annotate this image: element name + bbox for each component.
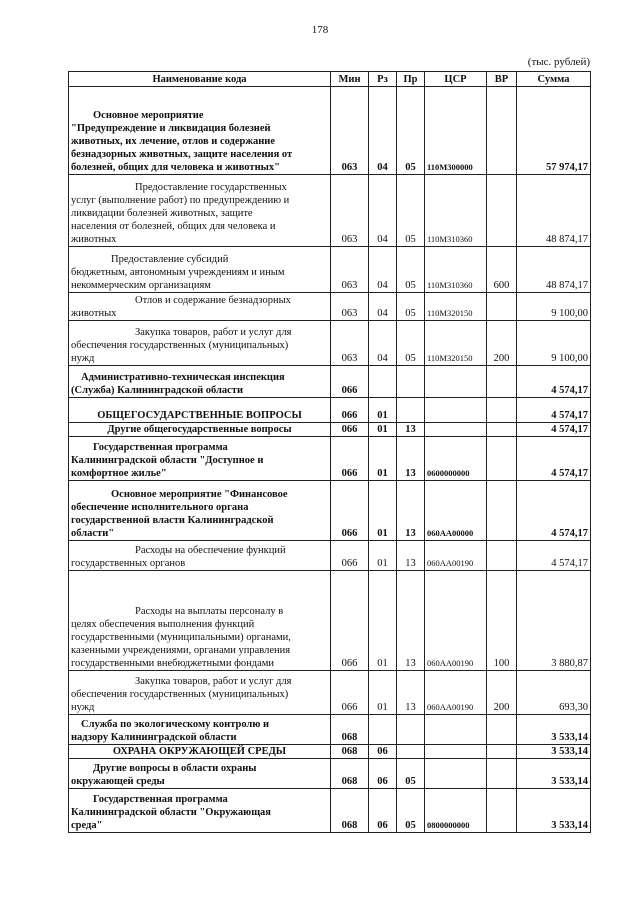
cell-name-line: болезней, общих для человека и животных" (71, 162, 280, 173)
cell-name-line: Закупка товаров, работ и услуг для (135, 676, 292, 687)
cell-name-line: безнадзорных животных, защите населения от (71, 149, 293, 160)
cell-pr: 05 (397, 789, 425, 833)
cell-name-line: обеспечения государственных (муниципальных) (71, 689, 289, 700)
cell-name-line: государственной власти Калининградской (71, 515, 274, 526)
cell-name (69, 671, 331, 715)
table-row (69, 247, 591, 293)
cell-pr: 05 (397, 293, 425, 321)
cell-name-line: Другие общегосударственные вопросы (107, 424, 292, 435)
cell-rz: 01 (369, 423, 397, 437)
table-row (69, 789, 591, 833)
cell-csr: 110М320150 (425, 293, 487, 321)
cell-name-line: Расходы на обеспечение функций (135, 545, 286, 556)
cell-csr (425, 366, 487, 398)
cell-rz: 04 (369, 87, 397, 175)
cell-vr (487, 715, 517, 745)
cell-rz: 04 (369, 321, 397, 366)
cell-rz: 06 (369, 759, 397, 789)
budget-table (68, 71, 591, 833)
cell-pr: 13 (397, 541, 425, 571)
table-row (69, 671, 591, 715)
cell-csr: 060АА00000 (425, 481, 487, 541)
cell-name-line: некоммерческим организациям (71, 280, 211, 291)
cell-pr: 05 (397, 321, 425, 366)
cell-pr: 13 (397, 437, 425, 481)
cell-sum: 3 880,87 (517, 571, 591, 671)
cell-rz: 06 (369, 745, 397, 759)
cell-name-line: обеспечение исполнительного органа (71, 502, 249, 513)
cell-sum: 3 533,14 (517, 789, 591, 833)
cell-csr: 110М300000 (425, 87, 487, 175)
cell-sum: 48 874,17 (517, 175, 591, 247)
header-vr: ВР (487, 72, 517, 87)
cell-name (69, 321, 331, 366)
cell-name-line: Основное мероприятие "Финансовое (111, 489, 288, 500)
cell-rz: 01 (369, 437, 397, 481)
cell-pr: 13 (397, 671, 425, 715)
cell-name-line: ОХРАНА ОКРУЖАЮЩЕЙ СРЕДЫ (112, 746, 287, 757)
cell-sum: 4 574,17 (517, 481, 591, 541)
cell-name (69, 745, 331, 759)
cell-pr (397, 366, 425, 398)
cell-vr (487, 87, 517, 175)
cell-name (69, 366, 331, 398)
cell-name (69, 175, 331, 247)
cell-name-line: Калининградской области "Доступное и (71, 455, 264, 466)
cell-name-line: животных (71, 234, 117, 245)
cell-csr: 110М310360 (425, 247, 487, 293)
cell-sum: 693,30 (517, 671, 591, 715)
cell-name (69, 571, 331, 671)
table-row (69, 759, 591, 789)
cell-sum: 48 874,17 (517, 247, 591, 293)
cell-rz: 01 (369, 398, 397, 423)
cell-vr (487, 293, 517, 321)
cell-rz: 04 (369, 247, 397, 293)
cell-name-line: Предоставление государственных (135, 182, 287, 193)
cell-csr: 060АА00190 (425, 571, 487, 671)
cell-name-line: "Предупреждение и ликвидация болезней (71, 123, 271, 134)
header-rz: Рз (369, 72, 397, 87)
table-row (69, 437, 591, 481)
cell-sum: 3 533,14 (517, 759, 591, 789)
cell-min: 066 (331, 571, 369, 671)
cell-vr (487, 745, 517, 759)
cell-name-line: обеспечения государственных (муниципальных) (71, 340, 289, 351)
cell-name (69, 789, 331, 833)
cell-pr: 13 (397, 423, 425, 437)
cell-name-line: Закупка товаров, работ и услуг для (135, 327, 292, 338)
cell-name-line: населения от болезней, общих для человека и (71, 221, 276, 232)
header-row (69, 72, 591, 87)
cell-csr: 110М310360 (425, 175, 487, 247)
cell-min: 066 (331, 671, 369, 715)
cell-vr (487, 789, 517, 833)
cell-min: 066 (331, 541, 369, 571)
cell-vr: 200 (487, 321, 517, 366)
cell-name-line: надзору Калининградской области (71, 732, 237, 743)
cell-name-line: государственными внебюджетными фондами (71, 658, 275, 669)
cell-name-line: животных, их лечение, отлов и содержание (71, 136, 275, 147)
cell-sum: 57 974,17 (517, 87, 591, 175)
cell-csr: 060АА00190 (425, 541, 487, 571)
cell-sum: 4 574,17 (517, 366, 591, 398)
cell-vr (487, 423, 517, 437)
table-row (69, 715, 591, 745)
cell-min: 063 (331, 321, 369, 366)
cell-vr: 600 (487, 247, 517, 293)
cell-csr: 110М320150 (425, 321, 487, 366)
cell-pr: 05 (397, 759, 425, 789)
cell-min: 066 (331, 366, 369, 398)
cell-csr (425, 423, 487, 437)
cell-min: 066 (331, 398, 369, 423)
cell-rz: 01 (369, 671, 397, 715)
cell-name-line: комфортное жилье" (71, 468, 167, 479)
cell-pr (397, 398, 425, 423)
cell-rz: 01 (369, 571, 397, 671)
cell-name-line: бюджетным, автономным учреждениям и иным (71, 267, 285, 278)
cell-name-line: Предоставление субсидий (111, 254, 229, 265)
header-min: Мин (331, 72, 369, 87)
cell-min: 068 (331, 759, 369, 789)
table-row (69, 481, 591, 541)
cell-sum: 9 100,00 (517, 321, 591, 366)
cell-name-line: услуг (выполнение работ) по предупреждению и (71, 195, 290, 206)
cell-name-line: Основное мероприятие (93, 110, 204, 121)
cell-rz: 06 (369, 789, 397, 833)
cell-rz: 04 (369, 175, 397, 247)
cell-name (69, 759, 331, 789)
cell-min: 066 (331, 423, 369, 437)
cell-name-line: ОБЩЕГОСУДАРСТВЕННЫЕ ВОПРОСЫ (97, 410, 302, 421)
cell-sum: 4 574,17 (517, 541, 591, 571)
cell-name-line: Государственная программа (93, 794, 228, 805)
table-row (69, 321, 591, 366)
cell-name (69, 541, 331, 571)
cell-name-line: Служба по экологическому контролю и (81, 719, 270, 730)
cell-pr: 13 (397, 481, 425, 541)
cell-min: 063 (331, 87, 369, 175)
cell-min: 068 (331, 789, 369, 833)
table-row (69, 175, 591, 247)
cell-name (69, 87, 331, 175)
cell-min: 063 (331, 247, 369, 293)
cell-vr: 100 (487, 571, 517, 671)
cell-name-line: нужд (71, 353, 95, 364)
table-row (69, 87, 591, 175)
cell-rz: 01 (369, 541, 397, 571)
cell-name-line: государственными (муниципальными) органами, (71, 632, 291, 643)
cell-vr (487, 541, 517, 571)
cell-name (69, 423, 331, 437)
cell-min: 066 (331, 437, 369, 481)
cell-name-line: государственных органов (71, 558, 186, 569)
table-row (69, 366, 591, 398)
cell-name-line: Административно-техническая инспекция (81, 372, 285, 383)
cell-min: 063 (331, 175, 369, 247)
cell-name-line: Расходы на выплаты персоналу в (135, 606, 284, 617)
cell-pr: 05 (397, 87, 425, 175)
table-row (69, 541, 591, 571)
cell-name-line: животных (71, 308, 117, 319)
table-row (69, 571, 591, 671)
units-label: (тыс. рублей) (527, 56, 590, 68)
cell-vr (487, 759, 517, 789)
cell-csr (425, 745, 487, 759)
cell-csr (425, 398, 487, 423)
cell-name-line: окружающей среды (71, 776, 165, 787)
cell-rz: 01 (369, 481, 397, 541)
cell-csr (425, 715, 487, 745)
cell-vr: 200 (487, 671, 517, 715)
cell-name-line: Калининградской области "Окружающая (71, 807, 271, 818)
cell-vr (487, 481, 517, 541)
cell-rz: 04 (369, 293, 397, 321)
cell-vr (487, 366, 517, 398)
cell-sum: 3 533,14 (517, 745, 591, 759)
cell-vr (487, 398, 517, 423)
cell-name (69, 437, 331, 481)
cell-name-line: ликвидации болезней животных, защите (71, 208, 253, 219)
cell-name (69, 715, 331, 745)
cell-pr: 05 (397, 247, 425, 293)
cell-vr (487, 175, 517, 247)
cell-pr (397, 745, 425, 759)
table-row (69, 745, 591, 759)
table-row (69, 423, 591, 437)
table-row (69, 398, 591, 423)
page-number: 178 (311, 24, 329, 36)
cell-name (69, 293, 331, 321)
cell-rz (369, 366, 397, 398)
cell-name-line: (Служба) Калининградской области (71, 385, 243, 396)
cell-csr: 0600000000 (425, 437, 487, 481)
cell-rz (369, 715, 397, 745)
cell-vr (487, 437, 517, 481)
header-sum: Сумма (517, 72, 591, 87)
header-csr: ЦСР (425, 72, 487, 87)
cell-sum: 4 574,17 (517, 423, 591, 437)
cell-name-line: Государственная программа (93, 442, 228, 453)
cell-csr: 060АА00190 (425, 671, 487, 715)
cell-name-line: целях обеспечения выполнения функций (71, 619, 255, 630)
cell-name (69, 247, 331, 293)
cell-name (69, 481, 331, 541)
cell-name-line: казенными учреждениями, органами управления (71, 645, 291, 656)
cell-name-line: Отлов и содержание безнадзорных (135, 295, 291, 306)
cell-pr (397, 715, 425, 745)
cell-csr: 0800000000 (425, 789, 487, 833)
cell-pr: 13 (397, 571, 425, 671)
cell-name-line: среда" (71, 820, 103, 831)
table-row (69, 293, 591, 321)
cell-name-line: области" (71, 528, 115, 539)
cell-min: 068 (331, 745, 369, 759)
cell-name-line: Другие вопросы в области охраны (93, 763, 257, 774)
cell-min: 063 (331, 293, 369, 321)
cell-pr: 05 (397, 175, 425, 247)
cell-min: 068 (331, 715, 369, 745)
cell-name (69, 398, 331, 423)
cell-sum: 4 574,17 (517, 437, 591, 481)
cell-name-line: нужд (71, 702, 95, 713)
cell-sum: 3 533,14 (517, 715, 591, 745)
cell-sum: 4 574,17 (517, 398, 591, 423)
header-pr: Пр (397, 72, 425, 87)
cell-min: 066 (331, 481, 369, 541)
header-name: Наименование кода (69, 72, 331, 87)
cell-sum: 9 100,00 (517, 293, 591, 321)
cell-csr (425, 759, 487, 789)
